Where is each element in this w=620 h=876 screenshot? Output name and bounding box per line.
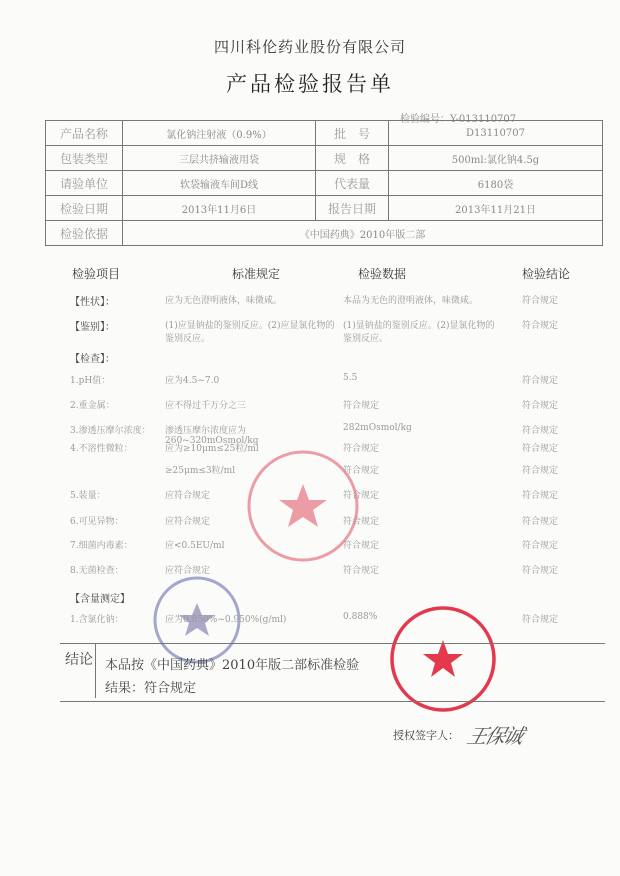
item-res: 符合规定	[522, 615, 559, 625]
item-name: 1.pH值：	[70, 376, 111, 386]
col-header-result: 检验结论	[522, 267, 571, 281]
item-res: 符合规定	[522, 401, 559, 411]
info-v1: 软袋输液车间D线	[123, 171, 316, 196]
basis-label: 检验依据	[46, 221, 123, 246]
item-name: 【含量测定】	[70, 594, 130, 605]
basis-value: 《中国药典》2010年版二部	[123, 221, 603, 246]
report-title: 产品检验报告单	[226, 72, 394, 96]
item-name: 【检查】：	[70, 354, 115, 365]
item-name: 【性状】：	[70, 297, 115, 308]
item-data: 符合规定	[343, 401, 380, 411]
info-l1: 请验单位	[46, 171, 123, 196]
col-header-standard: 标准规定	[232, 267, 281, 281]
item-std: 应为0.850%~0.950%(g/ml)	[165, 615, 287, 625]
item-res: 符合规定	[522, 426, 559, 436]
item-name: 1.含氯化钠：	[70, 615, 124, 625]
item-name: 4.不溶性微粒：	[70, 444, 133, 454]
item-std: (1)应显钠盐的鉴别反应。(2)应显氯化物的鉴别反应。	[165, 321, 335, 344]
conclusion-label: 结论	[65, 644, 96, 698]
item-std: 应为无色澄明液体，味微咸。	[165, 296, 283, 306]
item-res: 符合规定	[522, 296, 559, 306]
info-v2: D13110707	[389, 121, 603, 146]
item-res: 符合规定	[522, 491, 559, 501]
col-header-data: 检验数据	[358, 267, 407, 281]
item-name: 3.渗透压摩尔浓度：	[70, 426, 151, 436]
info-l2: 规 格	[316, 146, 389, 171]
item-data: 282mOsmol/kg	[343, 423, 412, 433]
item-name: 【鉴别】：	[70, 322, 115, 333]
item-std: ≥25μm≤3粒/ml	[165, 466, 236, 476]
item-std: 应为≥10μm≤25粒/ml	[165, 444, 259, 454]
item-res: 符合规定	[522, 466, 559, 476]
info-v2: 2013年11月21日	[389, 196, 603, 221]
item-res: 符合规定	[522, 321, 559, 331]
item-res: 符合规定	[522, 566, 559, 576]
info-l1: 产品名称	[46, 121, 123, 146]
info-l2: 代表量	[316, 171, 389, 196]
info-v2: 500ml:氯化钠4.5g	[389, 146, 603, 171]
item-data: 符合规定	[343, 566, 380, 576]
company-name: 四川科伦药业股份有限公司	[213, 38, 406, 56]
item-data: 符合规定	[343, 541, 380, 551]
item-std: 应符合规定	[165, 491, 211, 501]
item-data: 5.5	[343, 373, 358, 383]
info-v1: 氯化钠注射液（0.9%）	[123, 121, 316, 146]
info-l2: 批 号	[316, 121, 389, 146]
signature-label: 授权签字人：	[393, 729, 459, 742]
conclusion-box	[60, 643, 605, 702]
info-row	[46, 146, 603, 171]
item-res: 符合规定	[522, 376, 559, 386]
item-std: 应符合规定	[165, 566, 211, 576]
item-std: 应为4.5~7.0	[165, 376, 220, 386]
info-v1: 三层共挤输液用袋	[123, 146, 316, 171]
item-res: 符合规定	[522, 444, 559, 454]
item-data: 本品为无色的澄明液体，味微咸。	[343, 296, 479, 306]
item-name: 7.细菌内毒素：	[70, 541, 133, 551]
item-std: 应<0.5EU/ml	[165, 541, 225, 551]
report-number: 检验编号：Y-013110707	[400, 114, 517, 125]
info-v2: 6180袋	[389, 171, 603, 196]
item-name: 2.重金属：	[70, 401, 115, 411]
item-name: 5.装量：	[70, 491, 106, 501]
item-data: 符合规定	[343, 517, 380, 527]
item-name: 6.可见异物：	[70, 517, 124, 527]
info-table	[45, 120, 603, 246]
item-std: 应符合规定	[165, 517, 211, 527]
conclusion-line2: 结果：符合规定	[105, 681, 197, 696]
col-header-item: 检验项目	[72, 267, 121, 281]
info-row	[46, 171, 603, 196]
info-l2: 报告日期	[316, 196, 389, 221]
item-name: 8.无菌检查：	[70, 566, 124, 576]
item-std: 渗透压摩尔浓度应为260~320mOsmol/kg	[165, 426, 259, 446]
info-row	[46, 121, 603, 146]
conclusion-line1: 本品按《中国药典》2010年版二部标准检验	[105, 658, 360, 673]
item-data: 符合规定	[343, 466, 380, 476]
info-v1: 2013年11月6日	[123, 196, 316, 221]
item-data: 符合规定	[343, 491, 380, 501]
item-data: (1)显钠盐的鉴别反应。(2)显氯化物的鉴别反应。	[343, 321, 495, 344]
info-l1: 包装类型	[46, 146, 123, 171]
item-std: 应不得过千万分之三	[165, 401, 247, 411]
item-res: 符合规定	[522, 541, 559, 551]
item-res: 符合规定	[522, 517, 559, 527]
item-data: 0.888%	[343, 612, 378, 622]
info-l1: 检验日期	[46, 196, 123, 221]
signature: 王保诚	[464, 724, 525, 748]
item-data: 符合规定	[343, 444, 380, 454]
info-row	[46, 196, 603, 221]
